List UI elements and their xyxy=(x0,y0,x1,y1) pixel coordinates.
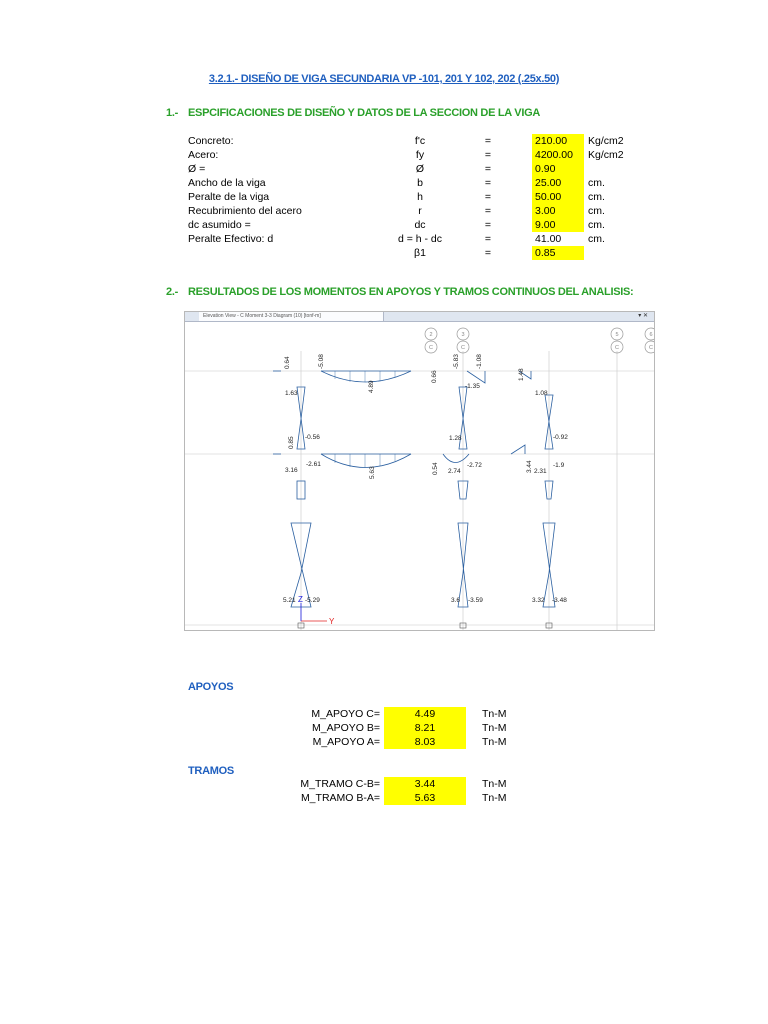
spec-symbol: Ø xyxy=(415,163,425,175)
tramos-table xyxy=(0,777,768,805)
spec-value: 9.00 xyxy=(532,218,584,232)
spec-label: Ancho de la viga xyxy=(188,177,266,189)
top-span2-moment xyxy=(467,371,485,383)
spec-equals: = xyxy=(484,163,492,175)
moment-label: -5.08 xyxy=(318,354,325,369)
moment-label: -1.08 xyxy=(476,354,483,369)
spec-unit: cm. xyxy=(588,233,605,245)
moment-label: 3.6 xyxy=(451,597,461,604)
grid-bubble-label: 3 xyxy=(461,332,465,338)
hatch-lines xyxy=(335,371,395,468)
grid-bubbles xyxy=(425,328,654,353)
moment-label: 1.63 xyxy=(285,390,298,397)
spec-equals: = xyxy=(484,135,492,147)
moment-label: 1.28 xyxy=(449,435,462,442)
spec-value: 41.00 xyxy=(535,233,562,245)
spec-label: Peralte Efectivo: d xyxy=(188,233,274,245)
spec-label: dc asumido = xyxy=(188,219,251,231)
moment-label: -1.35 xyxy=(465,383,480,390)
tramo-value: 3.44 xyxy=(384,777,466,791)
moment-label: 3.32 xyxy=(532,597,545,604)
moment-label: 5.63 xyxy=(369,466,376,479)
spec-symbol: r xyxy=(418,205,422,217)
apoyo-row xyxy=(0,721,768,735)
moment-label: 0.64 xyxy=(284,356,291,369)
moment-label: -3.48 xyxy=(552,597,567,604)
moment-diagram-shapes xyxy=(273,371,555,607)
tramo-label: M_TRAMO C-B= xyxy=(300,778,380,790)
spec-value: 210.00 xyxy=(532,134,584,148)
spec-row xyxy=(0,134,768,148)
moment-label: 2.31 xyxy=(534,468,547,475)
tramo-row xyxy=(0,791,768,805)
apoyo-label: M_APOYO A= xyxy=(312,736,380,748)
spec-symbol: dc xyxy=(414,219,426,231)
apoyo-value: 8.21 xyxy=(384,721,466,735)
mid-span1-moment xyxy=(321,454,411,468)
spec-unit: cm. xyxy=(588,219,605,231)
spec-unit: cm. xyxy=(588,191,605,203)
spec-equals: = xyxy=(484,191,492,203)
grid-bubble-label: 6 xyxy=(649,332,653,338)
moment-label: -2.61 xyxy=(306,461,321,468)
spec-row xyxy=(0,218,768,232)
moment-label: -5.83 xyxy=(453,354,460,369)
apoyo-label: M_APOYO C= xyxy=(311,708,380,720)
spec-unit: Kg/cm2 xyxy=(588,149,624,161)
spec-row xyxy=(0,246,768,260)
diagram-window-tab[interactable]: Elevation View - C Moment 3-3 Diagram (10) [tonf-m] xyxy=(199,312,384,321)
tramo-unit: Tn-M xyxy=(482,792,507,804)
spec-row xyxy=(0,190,768,204)
spec-equals: = xyxy=(484,205,492,217)
spec-label: Acero: xyxy=(188,149,219,161)
spec-value: 50.00 xyxy=(532,190,584,204)
moment-diagram-screenshot xyxy=(184,311,655,631)
spec-value: 25.00 xyxy=(532,176,584,190)
moment-label: 0.66 xyxy=(431,370,438,383)
grid-bubble-letter: C xyxy=(615,345,619,351)
moment-value-labels xyxy=(283,354,568,604)
tramo-row xyxy=(0,777,768,791)
moment-label: 0.85 xyxy=(288,436,295,449)
grid-bubble-letter: C xyxy=(649,345,653,351)
apoyo-value: 4.49 xyxy=(384,707,466,721)
grid-bubble-label: 2 xyxy=(429,332,433,338)
window-controls-icon[interactable]: ▾ ✕ xyxy=(638,313,648,319)
moment-label: 4.89 xyxy=(368,380,375,393)
spec-unit: cm. xyxy=(588,205,605,217)
section2-number: 2.- xyxy=(166,286,178,298)
moment-label: 3.44 xyxy=(526,460,533,473)
spec-unit: cm. xyxy=(588,177,605,189)
spec-label: Concreto: xyxy=(188,135,234,147)
spec-label: Recubrimiento del acero xyxy=(188,205,302,217)
grid-lines xyxy=(185,351,654,630)
apoyo-unit: Tn-M xyxy=(482,736,507,748)
page-title: 3.2.1.- DISEÑO DE VIGA SECUNDARIA VP -101, 201 Y 102, 202 (.25x.50) xyxy=(208,73,560,85)
apoyo-row xyxy=(0,735,768,749)
axis-y-label: Y xyxy=(329,617,335,626)
spec-symbol: h xyxy=(417,191,423,203)
spec-unit: Kg/cm2 xyxy=(588,135,624,147)
moment-label: -2.72 xyxy=(467,462,482,469)
moment-label: -0.92 xyxy=(553,434,568,441)
tramo-label: M_TRAMO B-A= xyxy=(300,792,380,804)
spec-equals: = xyxy=(484,233,492,245)
tramo-unit: Tn-M xyxy=(482,778,507,790)
spec-value: 3.00 xyxy=(532,204,584,218)
mid-span3-moment xyxy=(511,445,525,454)
tramos-heading: TRAMOS xyxy=(188,765,234,777)
top-span1-moment xyxy=(321,371,411,382)
support-markers xyxy=(298,623,552,628)
moment-diagram-svg xyxy=(185,321,654,630)
spec-equals: = xyxy=(484,247,492,259)
apoyo-row xyxy=(0,707,768,721)
moment-label: 3.16 xyxy=(285,467,298,474)
spec-value: 4200.00 xyxy=(532,148,584,162)
spec-equals: = xyxy=(484,219,492,231)
moment-label: 0.54 xyxy=(432,462,439,475)
spec-row xyxy=(0,176,768,190)
spec-symbol: f'c xyxy=(414,135,426,147)
spec-label: Peralte de la viga xyxy=(188,191,270,203)
spec-row xyxy=(0,148,768,162)
axis-z-label: Z xyxy=(298,595,303,604)
apoyos-table xyxy=(0,707,768,749)
section1-title: ESPCIFICACIONES DE DISEÑO Y DATOS DE LA SECCION DE LA VIGA xyxy=(188,107,540,119)
spec-row xyxy=(0,232,768,246)
grid-bubble-label: 5 xyxy=(615,332,619,338)
moment-label: -1.9 xyxy=(553,462,565,469)
spec-row xyxy=(0,162,768,176)
spec-value: 0.90 xyxy=(532,162,584,176)
spec-label: Ø = xyxy=(188,163,206,175)
spec-equals: = xyxy=(484,149,492,161)
mid-span2-moment xyxy=(443,454,469,463)
grid-bubble-letter: C xyxy=(429,345,433,351)
apoyo-unit: Tn-M xyxy=(482,722,507,734)
moment-label: -3.59 xyxy=(468,597,483,604)
moment-label: -0.56 xyxy=(305,434,320,441)
moment-label: -5.29 xyxy=(305,597,320,604)
section2-title: RESULTADOS DE LOS MOMENTOS EN APOYOS Y TRAMOS CONTINUOS DEL ANALISIS: xyxy=(188,286,634,298)
spec-symbol: β1 xyxy=(414,247,426,259)
moment-label: 2.74 xyxy=(448,468,461,475)
spec-symbol: b xyxy=(417,177,423,189)
apoyo-unit: Tn-M xyxy=(482,708,507,720)
tramo-value: 5.63 xyxy=(384,791,466,805)
moment-label: 5.21 xyxy=(283,597,296,604)
section1-number: 1.- xyxy=(166,107,178,119)
spec-row xyxy=(0,204,768,218)
spec-value: 0.85 xyxy=(532,246,584,260)
spec-equals: = xyxy=(484,177,492,189)
spec-symbol: d = h - dc xyxy=(397,233,443,245)
moment-label: 1.08 xyxy=(535,390,548,397)
apoyos-heading: APOYOS xyxy=(188,681,234,693)
apoyo-value: 8.03 xyxy=(384,735,466,749)
apoyo-label: M_APOYO B= xyxy=(312,722,380,734)
spec-symbol: fy xyxy=(415,149,425,161)
section1-heading xyxy=(166,107,540,119)
grid-bubble-letter: C xyxy=(461,345,465,351)
moment-label: 1.48 xyxy=(518,368,525,381)
section2-heading xyxy=(166,286,633,298)
